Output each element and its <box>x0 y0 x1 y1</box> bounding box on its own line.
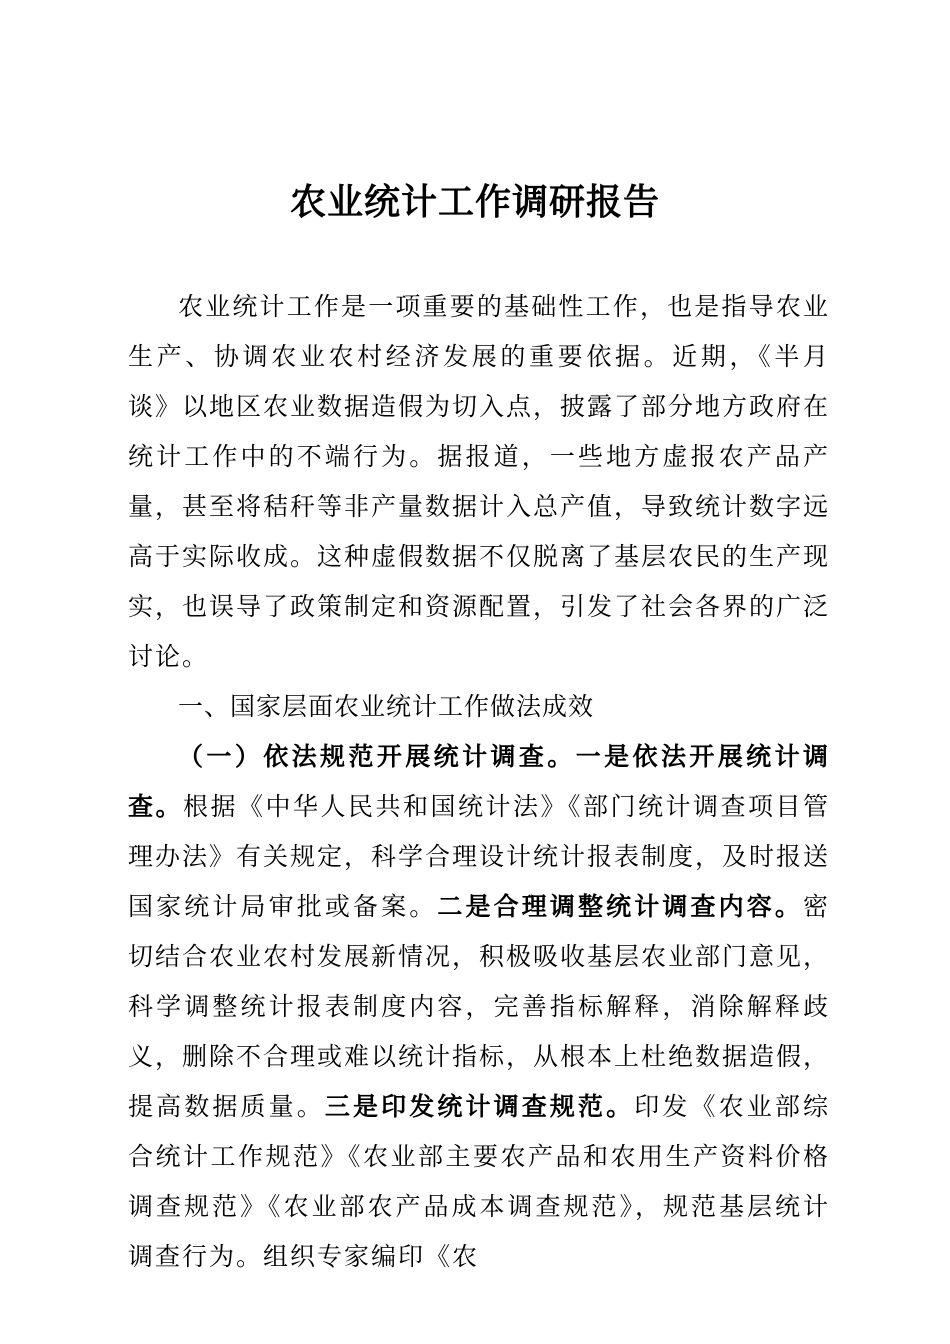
document-body <box>128 282 830 1282</box>
section-heading: 一、国家层面农业统计工作做法成效 <box>178 692 595 721</box>
point-two-text: 密切结合农业农村发展新情况，积极吸收基层农业部门意见，科学调整统计报表制度内容，完善指标解释，消除解释歧义，删除不合理或难以统计指标，从根本上杜绝数据造假，提高数据质量。 <box>128 892 831 1121</box>
document-title: 农业统计工作调研报告 <box>289 181 660 223</box>
point-one-text: 根据《中华人民共和国统计法》《部门统计调查项目管理办法》有关规定，科学合理设计统计报表制度，及时报送国家统计局审批或备案。 <box>128 792 831 921</box>
subsection-heading: （一）依法规范开展统计调查。 <box>178 742 576 771</box>
point-two-label: 二是合理调整统计调查内容。 <box>437 892 803 921</box>
point-one-label: 一是依法开展统计调查。 <box>128 742 830 821</box>
point-three-text: 印发《农业部综合统计工作规范》《农业部主要农产品和农用生产资料价格调查规范》《农业部农产品成本调查规范》，规范基层统计调查行为。组织专家编印《农 <box>128 1092 830 1271</box>
intro-paragraph: 农业统计工作是一项重要的基础性工作，也是指导农业生产、协调农业农村经济发展的重要依据。近期，《半月谈》以地区农业数据造假为切入点，披露了部分地方政府在统计工作中的不端行为。据报道，一些地方虚报农产品产量，甚至将秸秆等非产量数据计入总产值，导致统计数字远高于实际收成。这种虚假数据不仅脱离了基层农民的生产现实，也误导了政策制定和资源配置，引发了社会各界的广泛讨论。 <box>128 292 831 671</box>
point-three-label: 三是印发统计调查规范。 <box>324 1092 635 1121</box>
subsection-paragraph <box>128 732 830 1282</box>
